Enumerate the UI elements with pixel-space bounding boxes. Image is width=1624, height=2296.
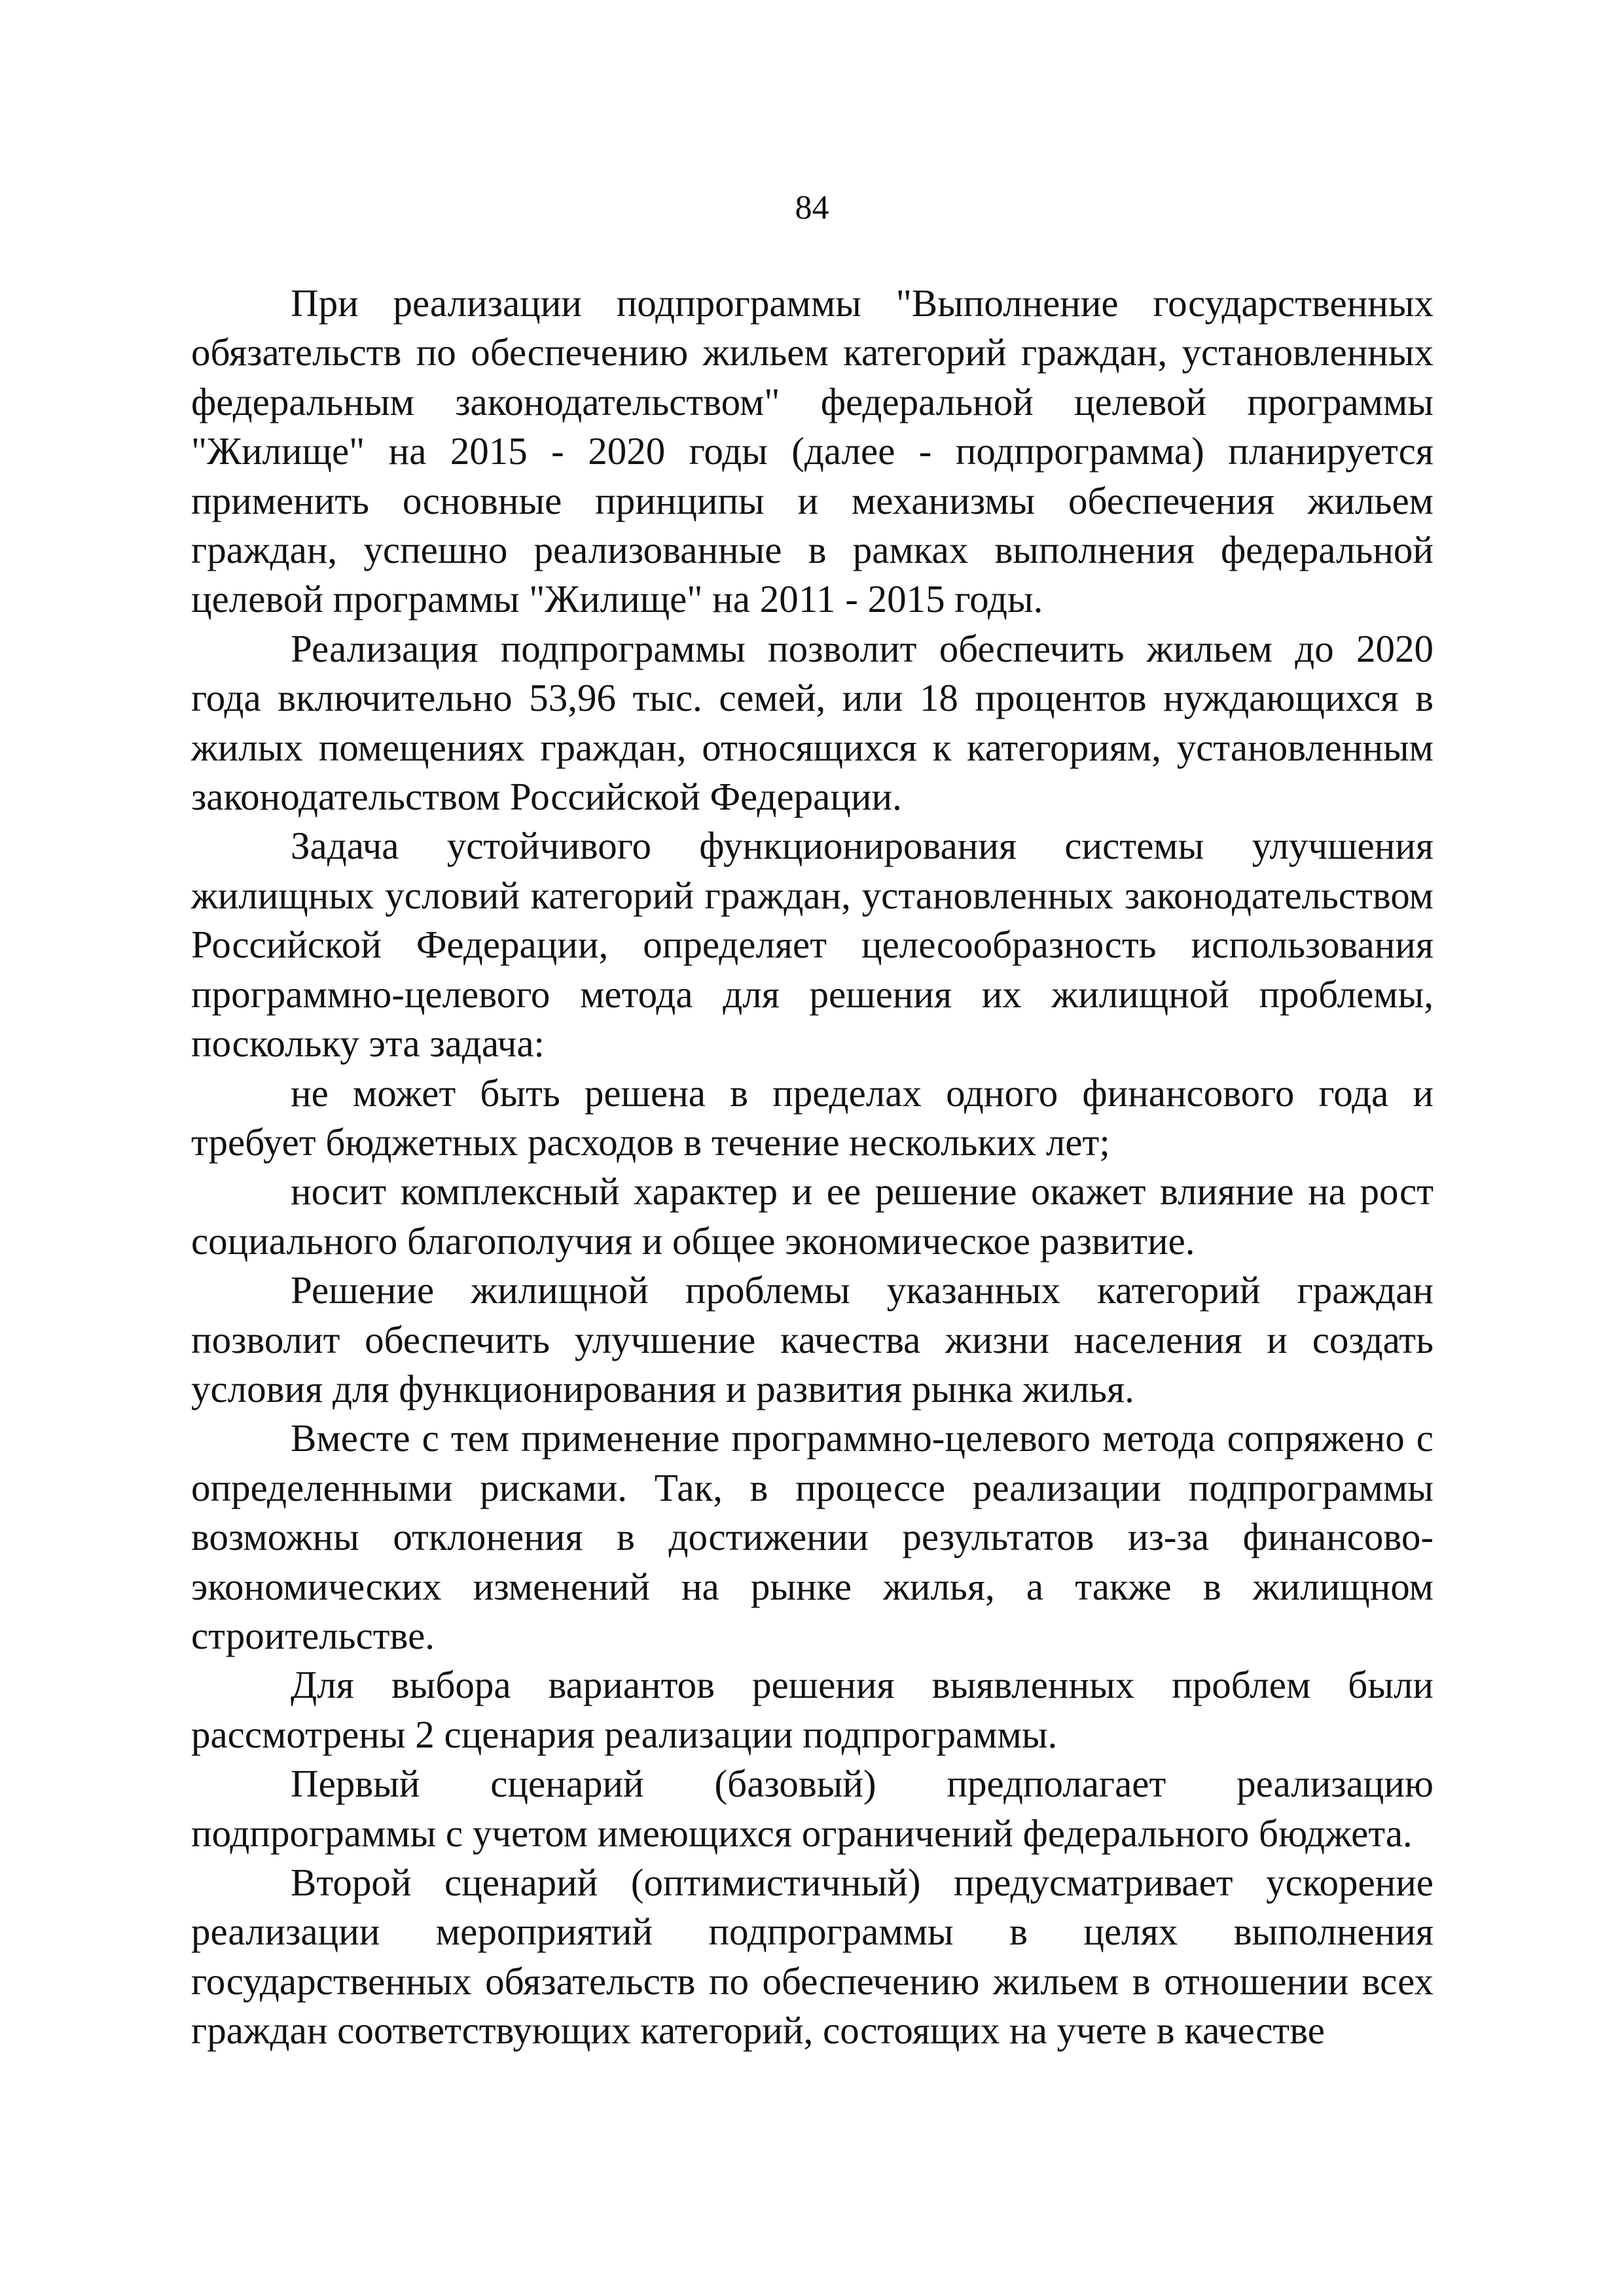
- paragraph-list-item-budget: не может быть решена в пределах одного финансового года и требует бюджетных расходов в течение нескольких лет;: [191, 1071, 1434, 1164]
- paragraph-scenarios: Для выбора вариантов решения выявленных проблем были рассмотрены 2 сценария реализации подпрограммы.: [191, 1663, 1434, 1756]
- paragraph-scenario-optimistic: Второй сценарий (оптимистичный) предусматривает ускорение реализации мероприятий подпрограммы в целях выполнения государственных обязательств по обеспечению жильем в отношении всех граждан соответствующих категорий, состоящих на учете в качестве: [191, 1861, 1434, 2053]
- page-number: 84: [795, 189, 829, 226]
- document-body: [191, 279, 1434, 2056]
- paragraph-housing-solution: Решение жилищной проблемы указанных категорий граждан позволит обеспечить улучшение качества жизни населения и создать условия для функционирования и развития рынка жилья.: [191, 1268, 1434, 1410]
- paragraph-risks: Вместе с тем применение программно-целевого метода сопряжено с определенными рисками. Так, в процессе реализации подпрограммы возможны отклонения в достижении результатов из-за финансово-экономических изменений на рынке жилья, а также в жилищном строительстве.: [191, 1416, 1434, 1657]
- paragraph-list-item-complex: носит комплексный характер и ее решение окажет влияние на рост социального благополучия и общее экономическое развитие.: [191, 1170, 1434, 1263]
- paragraph-subprogram-intro: При реализации подпрограммы "Выполнение государственных обязательств по обеспечению жильем категорий граждан, установленных федеральным законодательством" федеральной целевой программы "Жилище" на 2015 - 2020 годы (далее - подпрограмма) планируется применить основные принципы и механизмы обеспечения жильем граждан, успешно реализованные в рамках выполнения федеральной целевой программы "Жилище" на 2011 - 2015 годы.: [191, 281, 1434, 621]
- paragraph-scenario-basic: Первый сценарий (базовый) предполагает реализацию подпрограммы с учетом имеющихся ограничений федерального бюджета.: [191, 1762, 1434, 1855]
- paragraph-implementation-result: Реализация подпрограммы позволит обеспечить жильем до 2020 года включительно 53,96 тыс. семей, или 18 процентов нуждающихся в жилых помещениях граждан, относящихся к категориям, установленным законодательством Российской Федерации.: [191, 626, 1434, 819]
- paragraph-task-description: Задача устойчивого функционирования системы улучшения жилищных условий категорий граждан, установленных законодательством Российской Федерации, определяет целесообразность использования программно-целевого метода для решения их жилищной проблемы, поскольку эта задача:: [191, 824, 1434, 1066]
